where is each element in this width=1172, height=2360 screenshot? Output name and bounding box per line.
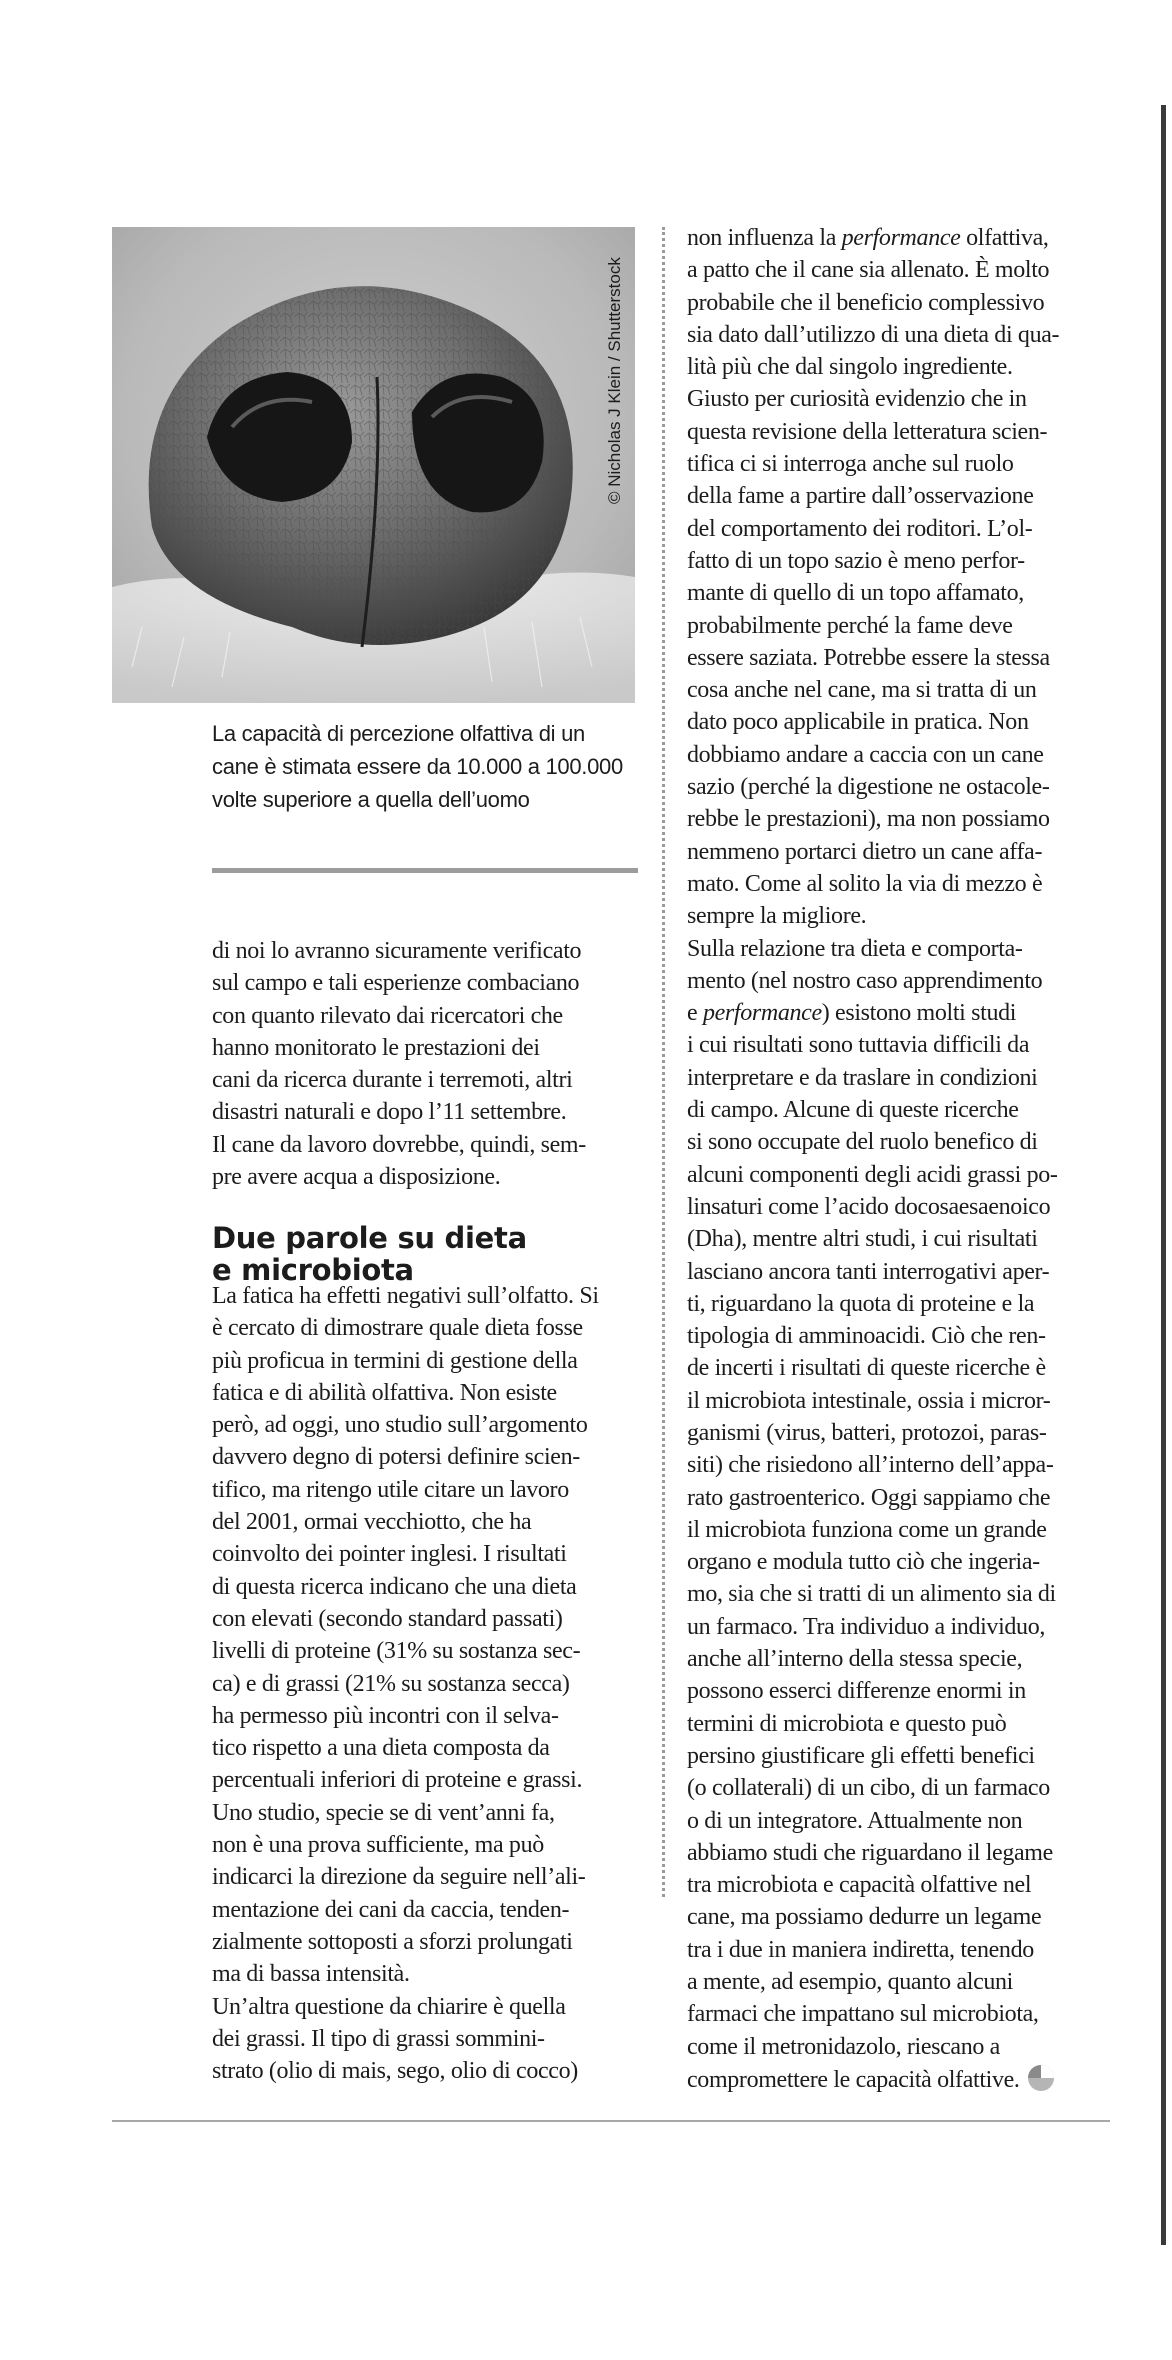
text-line: rato gastroenterico. Oggi sappiamo che [687, 1484, 1051, 1511]
text-line: più proficua in termini di gestione della [212, 1347, 578, 1374]
text-line: possono esserci differenze enormi in [687, 1678, 1026, 1705]
text-line: davvero degno di potersi definire scien- [212, 1444, 580, 1471]
text-line: hanno monitorato le prestazioni dei [212, 1034, 540, 1061]
text-line: strato (olio di mais, sego, olio di cocco) [212, 2058, 578, 2085]
caption-divider [212, 868, 638, 873]
text-line: ca) e di grassi (21% su sostanza secca) [212, 1670, 570, 1697]
text-line: tifico, ma ritengo utile citare un lavoro [212, 1476, 569, 1503]
text-line: ha permesso più incontri con il selva- [212, 1702, 559, 1729]
article-end-icon [1026, 2063, 1056, 2093]
text-span: non influenza la [687, 225, 842, 251]
text-line: zialmente sottoposti a sforzi prolungati [212, 1928, 573, 1955]
text-line [687, 997, 1059, 1029]
text-line: La fatica ha effetti negativi sull’olfatto. Si [212, 1283, 599, 1309]
left-column-body [212, 1280, 599, 2087]
italic-term: performance [702, 1000, 822, 1027]
text-line: coinvolto dei pointer inglesi. I risultati [212, 1541, 567, 1568]
text-line: questa revisione della letteratura scien- [687, 418, 1048, 445]
text-span: compromettere le capacità olfattive. [687, 2066, 1020, 2093]
text-line: cane, ma possiamo dedurre un legame [687, 1904, 1042, 1931]
text-line: tico rispetto a una dieta composta da [212, 1735, 550, 1762]
text-span: e [687, 1000, 703, 1027]
caption-line: volte superiore a quella dell’uomo [212, 787, 530, 812]
text-span: ) esistono molti studi [821, 1000, 1017, 1027]
text-line: Un’altra questione da chiarire è quella [212, 1993, 566, 2020]
text-span: olfattiva, [960, 225, 1049, 251]
footer-divider [112, 2120, 1110, 2122]
text-line: ti, riguardano la quota di proteine e la [687, 1290, 1035, 1317]
text-line: con quanto rilevato dai ricercatori che [212, 1002, 563, 1029]
text-line: del 2001, ormai vecchiotto, che ha [212, 1509, 532, 1536]
text-line: organo e modula tutto ciò che ingeria- [687, 1549, 1040, 1576]
text-line: un farmaco. Tra individuo a individuo, [687, 1613, 1045, 1640]
text-line: probabilmente perché la fame deve [687, 612, 1013, 639]
heading-line: e microbiota [212, 1253, 414, 1287]
photo-credit [598, 244, 628, 504]
text-line: di questa ricerca indicano che una dieta [212, 1573, 577, 1600]
text-line: termini di microbiota e questo può [687, 1710, 1007, 1737]
text-line: siti) che risiedono all’interno dell’appa- [687, 1452, 1054, 1479]
text-line: (o collaterali) di un cibo, di un farmaco [687, 1775, 1050, 1802]
text-line: non è una prova sufficiente, ma può [212, 1832, 544, 1859]
dog-nose-photo [112, 227, 635, 703]
text-line: probabile che il beneficio complessivo [687, 289, 1045, 316]
text-line: nemmeno portarci dietro un cane affa- [687, 838, 1043, 865]
text-line: lasciano ancora tanti interrogativi aper- [687, 1258, 1050, 1285]
right-column-body [687, 222, 1059, 2095]
text-line: si sono occupate del ruolo benefico di [687, 1129, 1038, 1156]
text-line: mento (nel nostro caso apprendimento [687, 967, 1043, 994]
page-edge-bar [1161, 105, 1166, 2245]
text-line: percentuali inferiori di proteine e grassi. [212, 1767, 583, 1794]
italic-term: performance [841, 225, 961, 251]
text-line: mo, sia che si tratti di un alimento sia di [687, 1581, 1056, 1608]
photo-credit-text: © Nicholas J Klein / Shutterstock [605, 257, 624, 504]
text-line: interpretare e da traslare in condizioni [687, 1064, 1038, 1091]
text-line: tra i due in maniera indiretta, tenendo [687, 1936, 1034, 1963]
caption-line: cane è stimata essere da 10.000 a 100.000 [212, 754, 623, 779]
text-line: il microbiota funziona come un grande [687, 1516, 1047, 1543]
text-line [687, 222, 1059, 254]
text-line: anche all’interno della stessa specie, [687, 1646, 1023, 1673]
text-line: del comportamento dei roditori. L’ol- [687, 515, 1033, 542]
text-line: lità più che dal singolo ingrediente. [687, 354, 1013, 381]
text-line: pre avere acqua a disposizione. [212, 1164, 501, 1191]
text-line: farmaci che impattano sul microbiota, [687, 2001, 1039, 2028]
text-line: tra microbiota e capacità olfattive nel [687, 1872, 1032, 1899]
section-heading [212, 1222, 527, 1286]
text-line: abbiamo studi che riguardano il legame [687, 1839, 1053, 1866]
text-line: de incerti i risultati di queste ricerche è [687, 1355, 1046, 1382]
text-line: livelli di proteine (31% su sostanza sec- [212, 1638, 581, 1665]
text-line: dato poco applicabile in pratica. Non [687, 709, 1029, 736]
dog-nose-image [112, 227, 635, 703]
text-line: indicarci la direzione da seguire nell’ali- [212, 1864, 586, 1891]
text-line: mante di quello di un topo affamato, [687, 580, 1024, 607]
heading-line: Due parole su dieta [212, 1221, 527, 1255]
text-line: Uno studio, specie se di vent’anni fa, [212, 1799, 555, 1826]
photo-caption [212, 717, 642, 816]
text-line: cani da ricerca durante i terremoti, altri [212, 1067, 573, 1094]
text-line: sia dato dall’utilizzo di una dieta di qua- [687, 321, 1060, 348]
text-line: Il cane da lavoro dovrebbe, quindi, sem- [212, 1131, 586, 1158]
text-line: a mente, ad esempio, quanto alcuni [687, 1969, 1013, 1996]
text-line: dobbiamo andare a caccia con un cane [687, 741, 1044, 768]
text-line: fatica e di abilità olfattiva. Non esiste [212, 1379, 557, 1406]
text-line: persino giustificare gli effetti benefici [687, 1742, 1035, 1769]
text-line: mentazione dei cani da caccia, tenden- [212, 1896, 570, 1923]
text-line: alcuni componenti degli acidi grassi po- [687, 1161, 1058, 1188]
text-line: di noi lo avranno sicuramente verificato [212, 938, 582, 964]
caption-line: La capacità di percezione olfattiva di un [212, 721, 585, 746]
text-line: sempre la migliore. [687, 903, 867, 930]
left-column-intro [212, 935, 586, 1193]
text-line: ma di bassa intensità. [212, 1961, 410, 1988]
text-line: essere saziata. Potrebbe essere la stessa [687, 644, 1050, 671]
text-line: tipologia di amminoacidi. Ciò che ren- [687, 1323, 1046, 1350]
text-line: o di un integratore. Attualmente non [687, 1807, 1023, 1834]
text-line: il microbiota intestinale, ossia i micror- [687, 1387, 1051, 1414]
text-line: sazio (perché la digestione ne ostacole- [687, 774, 1050, 801]
text-line: però, ad oggi, uno studio sull’argomento [212, 1412, 588, 1439]
text-line: Giusto per curiosità evidenzio che in [687, 386, 1027, 413]
text-line: (Dha), mentre altri studi, i cui risultati [687, 1226, 1038, 1253]
text-line: di campo. Alcune di queste ricerche [687, 1097, 1019, 1124]
text-line: mato. Come al solito la via di mezzo è [687, 870, 1043, 897]
text-line: cosa anche nel cane, ma si tratta di un [687, 677, 1037, 704]
text-line: a patto che il cane sia allenato. È molto [687, 257, 1050, 284]
text-line: Sulla relazione tra dieta e comporta- [687, 935, 1023, 962]
column-divider [662, 227, 665, 1897]
text-line: è cercato di dimostrare quale dieta fosse [212, 1315, 583, 1342]
text-line: linsaturi come l’acido docosaesaenoico [687, 1193, 1051, 1220]
text-line [687, 2063, 1059, 2095]
text-line: disastri naturali e dopo l’11 settembre. [212, 1099, 567, 1126]
text-line: come il metronidazolo, riescano a [687, 2033, 1000, 2060]
text-line: ganismi (virus, batteri, protozoi, paras- [687, 1419, 1047, 1446]
text-line: sul campo e tali esperienze combaciano [212, 970, 580, 997]
text-line: rebbe le prestazioni), ma non possiamo [687, 806, 1050, 833]
text-line: dei grassi. Il tipo di grassi sommini- [212, 2025, 545, 2052]
text-line: con elevati (secondo standard passati) [212, 1605, 563, 1632]
text-line: della fame a partire dall’osservazione [687, 483, 1034, 510]
text-line: i cui risultati sono tuttavia difficili da [687, 1032, 1030, 1059]
text-line: tifica ci si interroga anche sul ruolo [687, 451, 1014, 478]
text-line: fatto di un topo sazio è meno perfor- [687, 547, 1025, 574]
